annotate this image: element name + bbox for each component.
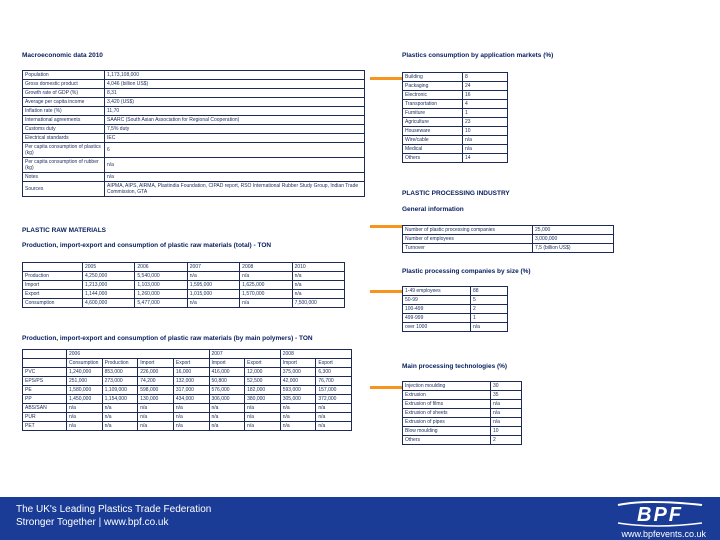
table-header-cell: 2007 xyxy=(187,263,239,272)
table-cell: 8,31 xyxy=(105,89,365,98)
table-cell: 52,500 xyxy=(245,377,281,386)
table-cell: 1,173,108,000 xyxy=(105,71,365,80)
table-cell: Others xyxy=(403,436,491,445)
macro-table xyxy=(22,70,365,197)
table-cell: Medical xyxy=(403,145,463,154)
table-cell: 380,000 xyxy=(245,395,281,404)
table-cell: Agriculture xyxy=(403,118,463,127)
table-cell: PUR xyxy=(23,413,67,422)
footer-link[interactable]: Stronger Together | www.bpf.co.uk xyxy=(16,517,169,528)
table-cell: Injection moulding xyxy=(403,382,491,391)
table-cell: 317,000 xyxy=(173,386,209,395)
table-cell: 305,000 xyxy=(280,395,316,404)
industry-title: PLASTIC PROCESSING INDUSTRY xyxy=(402,190,510,197)
table-cell: 226,000 xyxy=(138,368,174,377)
table-cell: PET xyxy=(23,422,67,431)
table-cell: n/a xyxy=(105,173,365,182)
table-cell: n/a xyxy=(491,409,522,418)
table-cell: n/a xyxy=(173,404,209,413)
table-cell: n/a xyxy=(240,272,292,281)
table-cell: Transportation xyxy=(403,100,463,109)
table-cell: Average per capita income xyxy=(23,98,105,107)
table-cell: 853,000 xyxy=(102,368,138,377)
table-cell: 1,260,000 xyxy=(135,290,187,299)
table-row xyxy=(23,71,365,80)
table-cell: n/a xyxy=(102,422,138,431)
table-cell: 1,103,000 xyxy=(135,281,187,290)
markets-table xyxy=(402,72,508,163)
table-cell: n/a xyxy=(245,404,281,413)
table-cell: 6,300 xyxy=(316,368,352,377)
table-row xyxy=(23,116,365,125)
table-cell: Blow moulding xyxy=(403,427,491,436)
table-cell: 10 xyxy=(491,427,522,436)
bpf-logo-icon[interactable] xyxy=(616,499,704,529)
table-cell: over 1000 xyxy=(403,323,471,332)
table-cell: Building xyxy=(403,73,463,82)
table-cell: Sources xyxy=(23,182,105,197)
table-row xyxy=(403,91,508,100)
table-cell: Growth rate of GDP (%) xyxy=(23,89,105,98)
table-cell: 1,625,000 xyxy=(240,281,292,290)
table-header-row xyxy=(23,263,345,272)
raw-total-title: Production, import-export and consumption of plastic raw materials (total) - TON xyxy=(22,242,272,249)
table-cell: SAARC (South Asian Association for Regional Cooperation) xyxy=(105,116,365,125)
table-cell: 1,109,000 xyxy=(102,386,138,395)
table-cell: n/a xyxy=(102,404,138,413)
table-row xyxy=(403,382,522,391)
table-cell: 372,000 xyxy=(316,395,352,404)
table-cell: n/a xyxy=(245,422,281,431)
table-row xyxy=(403,427,522,436)
table-cell: n/a xyxy=(173,413,209,422)
table-cell: 14 xyxy=(463,154,508,163)
table-cell: 1,015,000 xyxy=(187,290,239,299)
table-cell: 76,700 xyxy=(316,377,352,386)
table-cell: n/a xyxy=(463,145,508,154)
table-cell: Export xyxy=(23,290,83,299)
table-cell: Houseware xyxy=(403,127,463,136)
table-cell: Electrical standards xyxy=(23,134,105,143)
table-cell: 1,144,000 xyxy=(83,290,135,299)
table-row xyxy=(403,400,522,409)
table-row xyxy=(403,145,508,154)
table-cell: 50,800 xyxy=(209,377,245,386)
macro-title: Macroeconomic data 2010 xyxy=(22,52,103,59)
table-cell: Gross domestic product xyxy=(23,80,105,89)
table-cell: Electronic xyxy=(403,91,463,100)
table-row xyxy=(23,299,345,308)
table-cell: n/a xyxy=(240,299,292,308)
table-row xyxy=(23,386,352,395)
table-cell: EPS/PS xyxy=(23,377,67,386)
general-info-title: General information xyxy=(402,206,464,213)
table-header-cell: 2010 xyxy=(292,263,344,272)
table-cell: 88 xyxy=(471,287,508,296)
table-row xyxy=(23,173,365,182)
table-cell: 5,540,000 xyxy=(135,272,187,281)
table-cell: 1 xyxy=(471,314,508,323)
table-row xyxy=(23,182,365,197)
table-cell: n/a xyxy=(102,413,138,422)
table-header-cell: 2007 xyxy=(209,350,280,359)
table-cell: n/a xyxy=(316,413,352,422)
table-header-row xyxy=(23,359,352,368)
table-row xyxy=(403,436,522,445)
table-cell: 1-49 employees xyxy=(403,287,471,296)
table-header-cell: Production xyxy=(102,359,138,368)
table-row xyxy=(403,226,614,235)
table-cell: 251,000 xyxy=(67,377,103,386)
table-cell: n/a xyxy=(173,422,209,431)
table-header-cell: Export xyxy=(316,359,352,368)
size-accent-bar xyxy=(370,290,402,293)
table-cell: 2 xyxy=(491,436,522,445)
table-cell: n/a xyxy=(209,413,245,422)
table-row xyxy=(403,391,522,400)
table-cell: 5,477,000 xyxy=(135,299,187,308)
table-header-cell: Consumption xyxy=(67,359,103,368)
table-cell: 11,70 xyxy=(105,107,365,116)
table-row xyxy=(23,134,365,143)
table-row xyxy=(403,323,508,332)
table-cell: 25,000 xyxy=(533,226,614,235)
footer-url[interactable]: www.bpfevents.co.uk xyxy=(621,529,706,539)
table-cell: 8 xyxy=(463,73,508,82)
table-row xyxy=(23,368,352,377)
table-cell: Notes xyxy=(23,173,105,182)
table-cell: 100-499 xyxy=(403,305,471,314)
markets-accent-bar xyxy=(370,77,402,80)
table-cell: 42,000 xyxy=(280,377,316,386)
table-cell: n/a xyxy=(138,413,174,422)
table-row xyxy=(403,154,508,163)
table-cell: 273,000 xyxy=(102,377,138,386)
footer-bar xyxy=(0,497,720,540)
table-cell: n/a xyxy=(463,136,508,145)
table-cell: n/a xyxy=(292,272,344,281)
general-accent-bar xyxy=(370,225,402,228)
table-cell: Number of employees xyxy=(403,235,533,244)
table-cell: n/a xyxy=(138,422,174,431)
table-cell: 132,000 xyxy=(173,377,209,386)
table-header-cell: Import xyxy=(209,359,245,368)
table-cell: Others xyxy=(403,154,463,163)
table-cell: n/a xyxy=(280,422,316,431)
table-row xyxy=(23,143,365,158)
tech-accent-bar xyxy=(370,386,402,389)
table-header-cell: Import xyxy=(138,359,174,368)
table-cell: Wire/cable xyxy=(403,136,463,145)
table-cell: n/a xyxy=(67,404,103,413)
table-cell: 576,000 xyxy=(209,386,245,395)
table-cell: Customs duty xyxy=(23,125,105,134)
table-header-cell: 2006 xyxy=(135,263,187,272)
table-cell: 7,500,000 xyxy=(292,299,344,308)
table-cell: 12,000 xyxy=(245,368,281,377)
table-cell: 50-99 xyxy=(403,296,471,305)
table-cell: 130,000 xyxy=(138,395,174,404)
table-cell: Furniture xyxy=(403,109,463,118)
table-cell: 306,000 xyxy=(209,395,245,404)
tech-table xyxy=(402,381,522,445)
table-cell: n/a xyxy=(187,299,239,308)
table-cell: 6 xyxy=(105,143,365,158)
table-cell: Consumption xyxy=(23,299,83,308)
table-cell: 74,200 xyxy=(138,377,174,386)
table-cell: Turnover xyxy=(403,244,533,253)
table-row xyxy=(403,314,508,323)
table-header-cell xyxy=(23,350,67,359)
table-cell: Per capita consumption of plastics (kg) xyxy=(23,143,105,158)
table-cell: Production xyxy=(23,272,83,281)
table-cell: Extrusion of pipes xyxy=(403,418,491,427)
table-row xyxy=(403,296,508,305)
table-row xyxy=(23,281,345,290)
table-row xyxy=(403,287,508,296)
raw-polymers-title: Production, import-export and consumption of plastic raw materials (by main polymers) - TON xyxy=(22,335,313,342)
table-cell: n/a xyxy=(67,422,103,431)
table-cell: n/a xyxy=(292,290,344,299)
table-year-row xyxy=(23,350,352,359)
table-header-cell: 2006 xyxy=(67,350,210,359)
table-cell: 4,600,000 xyxy=(83,299,135,308)
table-row xyxy=(403,127,508,136)
table-cell: 1,595,000 xyxy=(187,281,239,290)
table-cell: 1 xyxy=(463,109,508,118)
table-cell: 182,000 xyxy=(245,386,281,395)
table-row xyxy=(23,290,345,299)
size-title: Plastic processing companies by size (%) xyxy=(402,268,531,275)
table-header-cell: Export xyxy=(173,359,209,368)
table-row xyxy=(403,235,614,244)
table-row xyxy=(23,80,365,89)
table-cell: n/a xyxy=(105,158,365,173)
table-cell: n/a xyxy=(491,418,522,427)
table-row xyxy=(403,136,508,145)
table-cell: PVC xyxy=(23,368,67,377)
table-cell: 375,000 xyxy=(280,368,316,377)
table-cell: Number of plastic processing companies xyxy=(403,226,533,235)
table-cell: 4,046 (billion US$) xyxy=(105,80,365,89)
table-row xyxy=(23,422,352,431)
table-cell: Packaging xyxy=(403,82,463,91)
markets-title: Plastics consumption by application markets (%) xyxy=(402,52,554,59)
table-cell: 593,000 xyxy=(280,386,316,395)
table-cell: n/a xyxy=(187,272,239,281)
table-cell: AIPMA, AIPS, AIRMA, Plastindia Foundation, CIPAD report, RSO International Rubber Study Group, Indian Trade Commission, GTA xyxy=(105,182,365,197)
table-cell: 24 xyxy=(463,82,508,91)
table-cell: n/a xyxy=(491,400,522,409)
table-cell: ABS/SAN xyxy=(23,404,67,413)
table-header-cell: 2008 xyxy=(280,350,351,359)
table-cell: 7,5% duty xyxy=(105,125,365,134)
table-cell: n/a xyxy=(209,422,245,431)
table-cell: 30 xyxy=(491,382,522,391)
table-cell: International agreements xyxy=(23,116,105,125)
table-row xyxy=(403,418,522,427)
table-cell: Import xyxy=(23,281,83,290)
table-row xyxy=(403,305,508,314)
table-cell: n/a xyxy=(316,404,352,413)
table-cell: 598,000 xyxy=(138,386,174,395)
table-row xyxy=(403,409,522,418)
raw-materials-title: PLASTIC RAW MATERIALS xyxy=(22,227,107,234)
table-cell: n/a xyxy=(209,404,245,413)
table-cell: 16 xyxy=(463,91,508,100)
table-cell: Extrusion xyxy=(403,391,491,400)
table-cell: 4,250,000 xyxy=(83,272,135,281)
table-header-cell: 2008 xyxy=(240,263,292,272)
table-row xyxy=(23,395,352,404)
table-row xyxy=(23,413,352,422)
table-cell: 157,000 xyxy=(316,386,352,395)
table-cell: 434,000 xyxy=(173,395,209,404)
table-cell: 1,154,000 xyxy=(102,395,138,404)
table-cell: n/a xyxy=(292,281,344,290)
table-cell: n/a xyxy=(67,413,103,422)
table-row xyxy=(403,100,508,109)
table-cell: 10 xyxy=(463,127,508,136)
table-cell: 23 xyxy=(463,118,508,127)
general-info-table xyxy=(402,225,614,253)
table-cell: Population xyxy=(23,71,105,80)
table-cell: PE xyxy=(23,386,67,395)
table-row xyxy=(403,118,508,127)
bpf-logo-text: BPF xyxy=(637,504,683,526)
table-cell: 1,450,000 xyxy=(67,395,103,404)
table-row xyxy=(23,89,365,98)
table-row xyxy=(23,158,365,173)
table-cell: 7,5 (billion US$) xyxy=(533,244,614,253)
table-cell: IEC xyxy=(105,134,365,143)
table-header-cell xyxy=(23,359,67,368)
table-cell: n/a xyxy=(138,404,174,413)
table-row xyxy=(23,272,345,281)
table-row xyxy=(403,244,614,253)
table-cell: Per capita consumption of rubber (kg) xyxy=(23,158,105,173)
table-row xyxy=(23,98,365,107)
table-header-cell: Export xyxy=(245,359,281,368)
table-row xyxy=(23,125,365,134)
table-row xyxy=(23,404,352,413)
table-cell: n/a xyxy=(280,413,316,422)
table-header-cell: Import xyxy=(280,359,316,368)
table-cell: 4 xyxy=(463,100,508,109)
table-cell: Extrusion of sheets xyxy=(403,409,491,418)
footer-tagline: The UK's Leading Plastics Trade Federation xyxy=(16,504,212,515)
table-row xyxy=(23,107,365,116)
table-cell: 1,580,000 xyxy=(67,386,103,395)
table-cell: 3,000,000 xyxy=(533,235,614,244)
table-header-cell: 2005 xyxy=(83,263,135,272)
size-table xyxy=(402,286,508,332)
table-header-cell xyxy=(23,263,83,272)
table-cell: Inflation rate (%) xyxy=(23,107,105,116)
table-cell: 1,570,000 xyxy=(240,290,292,299)
table-cell: PP xyxy=(23,395,67,404)
raw-total-table xyxy=(22,262,345,308)
raw-polymers-table xyxy=(22,349,352,431)
table-cell: n/a xyxy=(280,404,316,413)
table-cell: 35 xyxy=(491,391,522,400)
table-row xyxy=(403,109,508,118)
table-row xyxy=(403,82,508,91)
table-cell: 1,240,000 xyxy=(67,368,103,377)
table-row xyxy=(403,73,508,82)
table-cell: 416,000 xyxy=(209,368,245,377)
tech-title: Main processing technologies (%) xyxy=(402,363,508,370)
table-cell: 499-999 xyxy=(403,314,471,323)
table-row xyxy=(23,377,352,386)
table-cell: 5 xyxy=(471,296,508,305)
table-cell: Extrusion of films xyxy=(403,400,491,409)
table-cell: 3,420 (US$) xyxy=(105,98,365,107)
table-cell: n/a xyxy=(471,323,508,332)
table-cell: n/a xyxy=(245,413,281,422)
table-cell: 16,000 xyxy=(173,368,209,377)
table-cell: n/a xyxy=(316,422,352,431)
table-cell: 1,213,000 xyxy=(83,281,135,290)
table-cell: 2 xyxy=(471,305,508,314)
